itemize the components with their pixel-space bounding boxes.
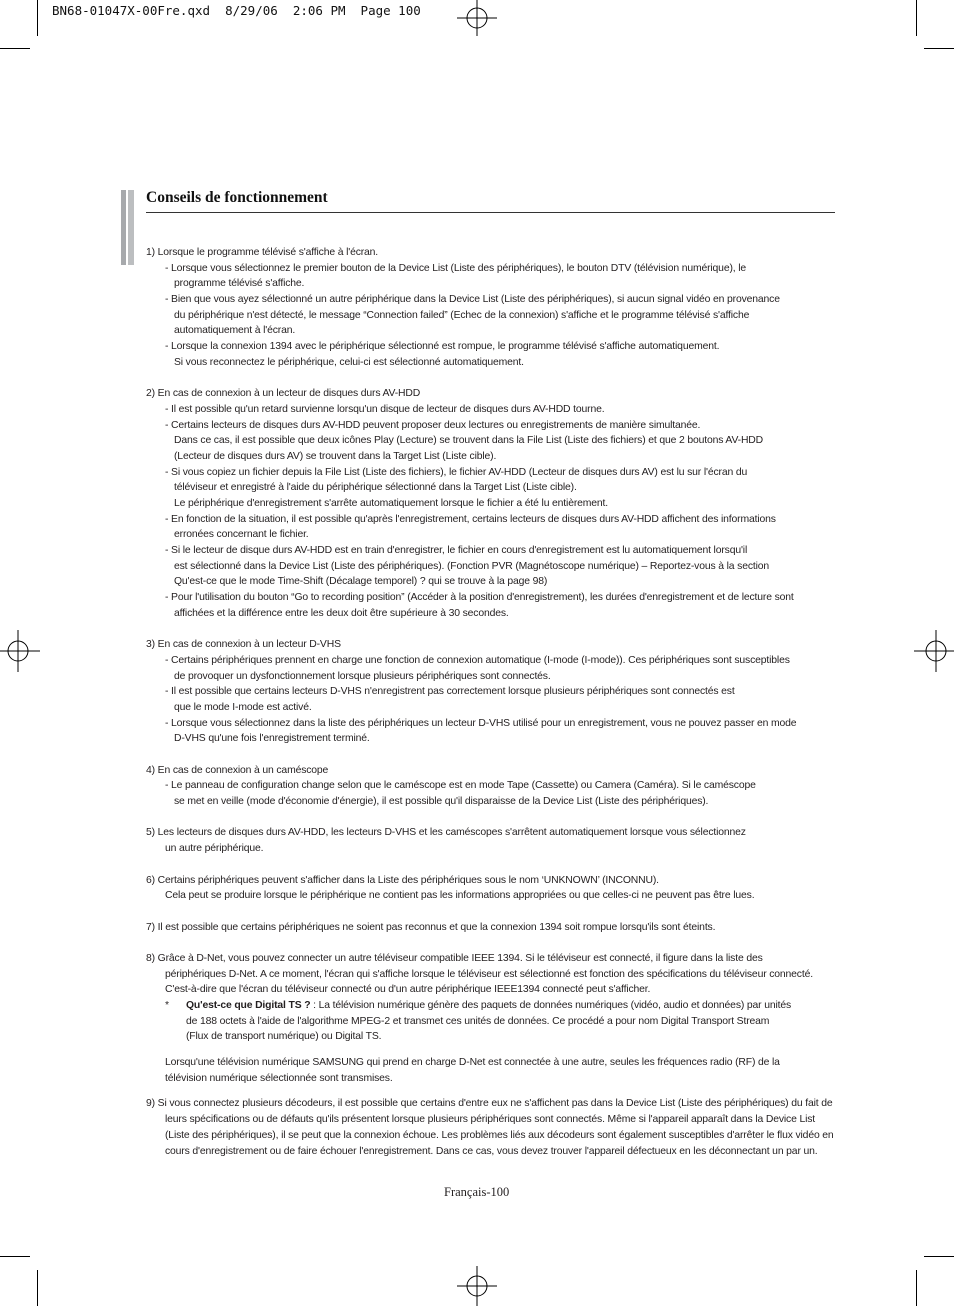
document-body (146, 245, 846, 1159)
text-line: 8) Grâce à D-Net, vous pouvez connecter un autre téléviseur compatible IEEE 1394. Si le téléviseur est connecté, il figure dans la liste des (146, 952, 763, 964)
line-gap (146, 1086, 846, 1096)
crop-mark (916, 1270, 917, 1306)
text-line: 2) En cas de connexion à un lecteur de disques durs AV-HDD (146, 388, 421, 400)
digital-ts-note (146, 998, 846, 1014)
text-line: D-VHS qu'une fois l'enregistrement terminé. (174, 733, 370, 745)
crop-mark (924, 48, 954, 49)
text-line: 9) Si vous connectez plusieurs décodeurs, il est possible que certains d'entre eux ne s'affichent pas dans la Device List (Liste des périphériques) du fait de (146, 1098, 833, 1110)
text-line: programme télévisé s'affiche. (174, 278, 305, 290)
text-line: cours d'enregistrement ou de faire échouer l'enregistrement. Dans ce cas, vous devez trouver l'appareil défectueux en les déconnectant un par un. (165, 1145, 818, 1157)
page-title: Conseils de fonctionnement (146, 189, 328, 206)
text-line: - En fonction de la situation, il est possible qu'après l'enregistrement, certains lecteurs de disques durs AV-HDD affichent des informations (165, 513, 776, 525)
text-line: Lorsqu'une télévision numérique SAMSUNG qui prend en charge D-Net est connectée à une autre, seules les fréquences radio (RF) de la (165, 1057, 780, 1069)
text-line: 1) Lorsque le programme télévisé s'affiche à l'écran. (146, 247, 379, 258)
crop-mark (0, 1256, 30, 1257)
text-line: - Certains lecteurs de disques durs AV-HDD peuvent proposer deux lectures ou enregistrements de manière simultanée. (165, 419, 701, 431)
page-number: Français-100 (444, 1185, 510, 1199)
text-line: Dans ce cas, il est possible que deux icônes Play (Lecture) se trouvent dans la File List (Liste des fichiers) et que 2 boutons AV-HDD (174, 435, 764, 447)
note-term: Qu'est-ce que Digital TS ? (186, 1000, 311, 1011)
note-text: : La télévision numérique génère des paquets de données numériques (vidéo, audio et données) par unités (310, 1000, 792, 1011)
text-line: Cela peut se produire lorsque le périphérique ne contient pas les informations appropriées ou que celles-ci ne peuvent pas être lues. (165, 890, 755, 902)
registration-mark-icon (0, 630, 40, 672)
text-line: Le périphérique d'enregistrement s'arrête automatiquement lorsque le fichier a été lu entièrement. (174, 498, 609, 509)
heading-side-bar (128, 190, 134, 265)
text-line: - Le panneau de configuration change selon que le caméscope est en mode Tape (Cassette) ou Camera (Caméra). Si le caméscope (165, 780, 756, 792)
text-line: leurs spécifications ou de défauts qu'ils présentent lorsque plusieurs périphériques sont connectés. Même si l'appareil apparaît dans la Device List (165, 1114, 816, 1126)
line-gap (146, 1045, 846, 1055)
text-line: C'est-à-dire que l'écran du téléviseur connecté ou d'un autre périphérique IEEE1394 connecté peut s'afficher. (165, 984, 651, 996)
line-gap (146, 810, 846, 826)
text-line: - Il est possible qu'un retard survienne lorsqu'un disque de lecteur de disques durs AV-HDD tourne. (165, 403, 605, 415)
text-line: de provoquer un dysfonctionnement lorsque plusieurs périphériques sont connectés. (174, 670, 551, 682)
heading-side-bar (121, 190, 126, 265)
text-line: automatiquement à l'écran. (174, 325, 296, 337)
text-line: un autre périphérique. (165, 843, 264, 855)
text-line: Si vous reconnectez le périphérique, celui-ci est sélectionné automatiquement. (174, 356, 524, 368)
text-line: de 188 octets à l'aide de l'algorithme MPEG-2 et transmet ces unités de données. Ce procédé a pour nom Digital Transport Stream (186, 1015, 770, 1027)
text-line: du périphérique n'est détecté, le message “Connection failed” (Echec de la connexion) s'affiche et le programme télévisé s'affiche (174, 309, 750, 321)
registration-mark-icon (457, 1266, 497, 1306)
crop-mark (0, 48, 30, 49)
file-slug: BN68-01047X-00Fre.qxd 8/29/06 2:06 PM Page 100 (52, 3, 421, 18)
text-line: - Si vous copiez un fichier depuis la File List (Liste des fichiers), le fichier AV-HDD (Lecteur de disques durs AV) est lu sur l'écran du (165, 466, 748, 478)
crop-mark (924, 1256, 954, 1257)
text-line: erronées concernant le fichier. (174, 529, 309, 541)
text-line: 5) Les lecteurs de disques durs AV-HDD, les lecteurs D-VHS et les caméscopes s'arrêtent automatiquement lorsque vous sélectionnez (146, 827, 746, 839)
title-rule (146, 212, 835, 213)
text-line: périphériques D-Net. A ce moment, l'écran qui s'affiche lorsque le téléviseur est sélectionné est fonction des spécifications du téléviseur connecté. (165, 968, 813, 980)
text-line: - Lorsque vous sélectionnez dans la liste des périphériques un lecteur D-VHS utilisé pour un enregistrement, vous ne pouvez passer en mode (165, 717, 797, 729)
line-gap (146, 904, 846, 920)
registration-mark-icon (914, 630, 954, 672)
text-line: est sélectionné dans la Device List (Liste des périphériques). (Fonction PVR (Magnétoscope numérique) – Reportez-vous à la section (174, 560, 770, 572)
text-line: - Lorsque la connexion 1394 avec le périphérique sélectionné est rompue, le programme télévisé s'affiche automatiquement. (165, 341, 720, 353)
crop-mark (37, 0, 38, 36)
text-line: (Lecteur de disques durs AV) se trouvent dans la Target List (Liste cible). (174, 450, 497, 462)
text-line: se met en veille (mode d'économie d'énergie), il est possible qu'il disparaisse de la Device List (Liste des périphériques). (174, 796, 709, 808)
text-line: télévision numérique sélectionnée sont transmises. (165, 1072, 393, 1084)
text-line: (Flux de transport numérique) ou Digital TS. (186, 1031, 382, 1043)
text-line: - Si le lecteur de disque durs AV-HDD est en train d'enregistrer, le fichier en cours d'enregistrement est lu automatiquement lorsqu'il (165, 545, 748, 557)
registration-mark-icon (457, 0, 497, 36)
text-line: - Certains périphériques prennent en charge une fonction de connexion automatique (I-mode (I-mode)). Ces périphériques sont susceptibles (165, 654, 790, 666)
crop-mark (916, 0, 917, 36)
crop-mark (37, 1270, 38, 1306)
text-line: que le mode I-mode est activé. (174, 701, 312, 713)
note-marker: * (165, 1000, 169, 1011)
text-line: - Il est possible que certains lecteurs D-VHS n'enregistrent pas correctement lorsque plusieurs périphériques sont connectés est (165, 686, 735, 698)
text-line: - Bien que vous ayez sélectionné un autre périphérique dans la Device List (Liste des périphériques), si aucun signal vidéo en provenance (165, 294, 780, 306)
text-line: téléviseur et enregistré à l'aide du périphérique sélectionné dans la Target List (Liste cible). (174, 482, 577, 494)
text-line: - Pour l'utilisation du bouton “Go to recording position” (Accéder à la position d'enregistrement), les durées d'enregistrement et de lecture sont (165, 592, 794, 604)
text-line: affichées et la différence entre les deux doit être supérieure à 30 secondes. (174, 607, 509, 619)
line-gap (146, 371, 846, 387)
line-gap (146, 857, 846, 873)
text-line: 7) Il est possible que certains périphériques ne soient pas reconnus et que la connexion 1394 soit rompue lorsqu'ils sont éteints. (146, 921, 716, 933)
text-line: - Lorsque vous sélectionnez le premier bouton de la Device List (Liste des périphériques), le bouton DTV (télévision numérique), le (165, 262, 747, 274)
line-gap (146, 935, 846, 951)
text-line: (Liste des périphériques), il se peut que la connexion échoue. Les problèmes liés aux décodeurs sont également susceptibles d'arrêter le flux vidéo en (165, 1129, 834, 1141)
line-gap (146, 747, 846, 763)
text-line: Qu'est-ce que le mode Time-Shift (Décalage temporel) ? qui se trouve à la page 98) (174, 576, 548, 588)
text-line: 6) Certains périphériques peuvent s'afficher dans la Liste des périphériques sous le nom ‘UNKNOWN’ (INCONNU). (146, 874, 659, 886)
line-gap (146, 622, 846, 638)
text-line: 3) En cas de connexion à un lecteur D-VHS (146, 639, 341, 651)
text-line: 4) En cas de connexion à un caméscope (146, 764, 329, 776)
